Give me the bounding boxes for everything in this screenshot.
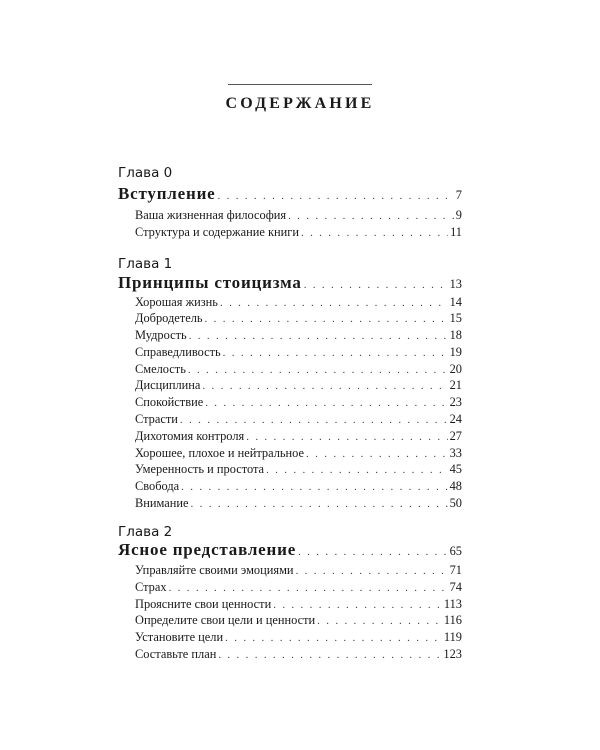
dot-leader — [191, 496, 448, 513]
chapter-0-title: Вступление — [118, 184, 216, 203]
section-title: Ваша жизненная философия — [135, 208, 287, 222]
dot-leader — [205, 395, 447, 412]
chapter-1-page: 13 — [449, 277, 462, 291]
section-page: 119 — [443, 630, 462, 644]
dot-leader — [202, 378, 447, 395]
section-page: 23 — [449, 395, 462, 409]
toc-entry[interactable] — [135, 478, 462, 496]
section-page: 45 — [449, 462, 462, 476]
section-page: 48 — [449, 479, 462, 493]
section-page: 18 — [449, 328, 462, 342]
section-title: Свобода — [135, 479, 180, 493]
section-page: 123 — [443, 647, 462, 661]
toc-entry[interactable] — [135, 646, 462, 664]
section-title: Дихотомия контроля — [135, 429, 245, 443]
section-page: 50 — [449, 496, 462, 510]
section-title: Структура и содержание книги — [135, 225, 299, 239]
dot-leader — [246, 429, 447, 446]
section-page: 113 — [443, 597, 462, 611]
dot-leader — [205, 311, 448, 328]
section-page: 11 — [450, 225, 462, 239]
section-page: 74 — [449, 580, 462, 594]
section-page: 21 — [449, 378, 462, 392]
section-title: Установите цели — [135, 630, 224, 644]
toc-entry[interactable] — [135, 224, 462, 242]
section-title: Внимание — [135, 496, 189, 510]
section-title: Спокойствие — [135, 395, 204, 409]
dot-leader — [169, 580, 448, 597]
section-title: Определите свои цели и ценности — [135, 613, 316, 627]
section-page: 33 — [449, 446, 462, 460]
dot-leader — [223, 345, 448, 362]
chapter-1-title: Принципы стоицизма — [118, 273, 302, 292]
dot-leader — [301, 225, 448, 242]
section-title: Проясните свои ценности — [135, 597, 272, 611]
dot-leader — [218, 647, 441, 664]
dot-leader — [180, 412, 448, 429]
section-title: Смелость — [135, 362, 186, 376]
section-title: Управляйте своими эмоциями — [135, 563, 294, 577]
chapter-0-label: Глава 0 — [118, 165, 173, 181]
section-page: 14 — [449, 295, 462, 309]
section-page: 15 — [449, 311, 462, 325]
section-title: Хорошее, плохое и нейтральное — [135, 446, 305, 460]
section-page: 19 — [449, 345, 462, 359]
toc-entry[interactable] — [135, 461, 462, 479]
section-title: Умеренность и простота — [135, 462, 265, 476]
dot-leader — [298, 544, 448, 561]
chapter-2-page: 65 — [449, 544, 462, 558]
toc-entry[interactable] — [135, 629, 462, 647]
dot-leader — [317, 613, 442, 630]
section-title: Дисциплина — [135, 378, 201, 392]
chapter-1-entry[interactable] — [118, 274, 462, 294]
section-title: Составьте план — [135, 647, 217, 661]
toc-entry[interactable] — [135, 327, 462, 345]
top-rule — [228, 84, 372, 85]
dot-leader — [181, 479, 447, 496]
section-title: Справедливость — [135, 345, 221, 359]
toc-entry[interactable] — [135, 612, 462, 630]
dot-leader — [304, 277, 448, 294]
section-page: 27 — [449, 429, 462, 443]
section-title: Хорошая жизнь — [135, 295, 218, 309]
chapter-0-page: 7 — [455, 188, 462, 202]
dot-leader — [288, 208, 454, 225]
section-title: Мудрость — [135, 328, 187, 342]
chapter-2-label: Глава 2 — [118, 524, 173, 540]
toc-entry[interactable] — [135, 562, 462, 580]
toc-entry[interactable] — [135, 394, 462, 412]
dot-leader — [189, 328, 448, 345]
toc-entry[interactable] — [135, 428, 462, 446]
section-page: 20 — [449, 362, 462, 376]
dot-leader — [266, 462, 448, 479]
dot-leader — [296, 563, 448, 580]
chapter-2-title: Ясное представление — [118, 540, 297, 559]
chapter-2-entry[interactable] — [118, 541, 462, 561]
section-page: 9 — [455, 208, 462, 222]
dot-leader — [225, 630, 442, 647]
toc-entry[interactable] — [135, 344, 462, 362]
section-page: 116 — [443, 613, 462, 627]
section-title: Страсти — [135, 412, 178, 426]
toc-entry[interactable] — [135, 579, 462, 597]
chapter-0-entry[interactable] — [118, 185, 462, 205]
toc-entry[interactable] — [135, 207, 462, 225]
section-page: 71 — [449, 563, 462, 577]
toc-entry[interactable] — [135, 377, 462, 395]
section-title: Страх — [135, 580, 167, 594]
section-page: 24 — [449, 412, 462, 426]
toc-entry[interactable] — [135, 495, 462, 513]
dot-leader — [218, 188, 454, 205]
chapter-1-label: Глава 1 — [118, 256, 173, 272]
toc-entry[interactable] — [135, 310, 462, 328]
section-title: Добродетель — [135, 311, 203, 325]
toc-entry[interactable] — [135, 411, 462, 429]
toc-title: СОДЕРЖАНИЕ — [225, 95, 375, 112]
